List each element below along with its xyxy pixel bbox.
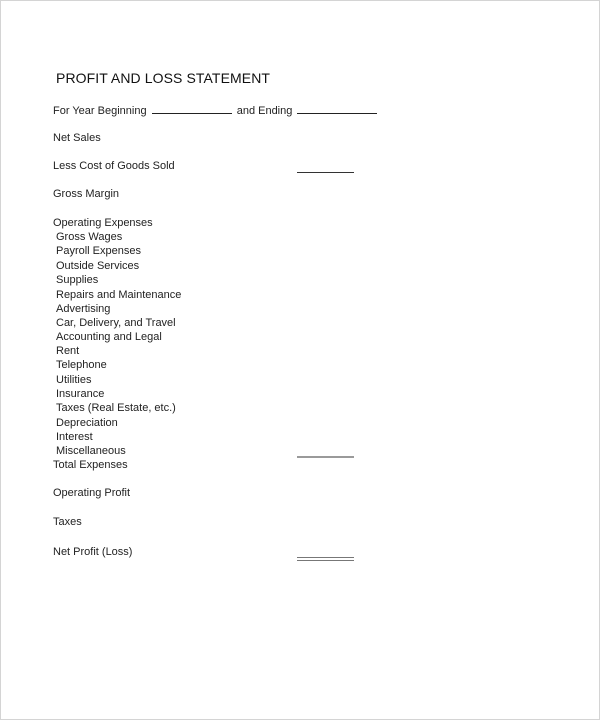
ending-date-blank[interactable] [297, 103, 377, 114]
expenses-subtotal-rule [297, 456, 354, 458]
expense-item-interest: Interest [56, 431, 93, 443]
period-line [53, 103, 377, 118]
operating-expenses-heading: Operating Expenses [53, 217, 153, 229]
gross-margin-label: Gross Margin [53, 188, 120, 200]
expense-item-insurance: Insurance [56, 388, 105, 400]
net-profit-label: Net Profit (Loss) [53, 546, 133, 558]
period-beginning-label: For Year Beginning [53, 105, 147, 117]
taxes-label: Taxes [53, 516, 82, 528]
total-expenses-label: Total Expenses [53, 459, 128, 471]
expense-item-accounting: Accounting and Legal [56, 331, 162, 343]
beginning-date-blank[interactable] [152, 103, 232, 114]
expense-item-repairs: Repairs and Maintenance [56, 289, 182, 301]
expense-item-telephone: Telephone [56, 359, 107, 371]
expense-item-gross-wages: Gross Wages [56, 231, 123, 243]
expense-item-supplies: Supplies [56, 274, 99, 286]
page-title: PROFIT AND LOSS STATEMENT [56, 70, 271, 86]
period-ending-label: and Ending [236, 105, 293, 117]
expense-item-depreciation: Depreciation [56, 417, 118, 429]
expense-item-advertising: Advertising [56, 303, 111, 315]
net-sales-label: Net Sales [53, 132, 101, 144]
cost-of-goods-rule [297, 172, 354, 173]
expense-item-miscellaneous: Miscellaneous [56, 445, 126, 457]
expense-item-taxes-real-estate: Taxes (Real Estate, etc.) [56, 402, 176, 414]
expense-item-payroll: Payroll Expenses [56, 245, 141, 257]
expense-item-car-delivery: Car, Delivery, and Travel [56, 317, 176, 329]
expense-item-rent: Rent [56, 345, 80, 357]
cost-of-goods-label: Less Cost of Goods Sold [53, 160, 175, 172]
expense-item-utilities: Utilities [56, 374, 92, 386]
operating-profit-label: Operating Profit [53, 487, 131, 499]
expense-item-outside-services: Outside Services [56, 260, 140, 272]
net-profit-double-rule [297, 557, 354, 561]
